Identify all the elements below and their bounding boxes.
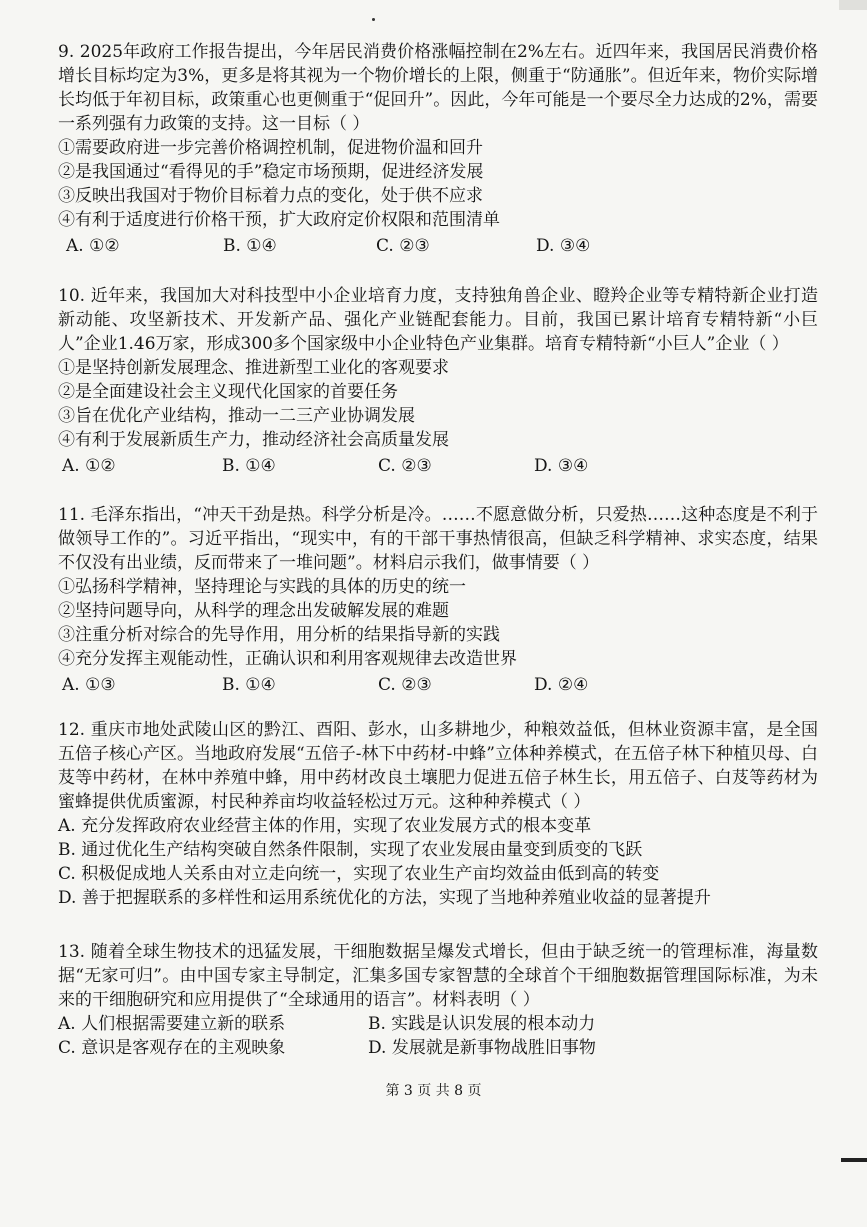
question-9-item-2: ②是我国通过“看得见的手”稳定市场预期，促进经济发展 [58, 162, 484, 182]
question-9-item-1: ①需要政府进一步完善价格调控机制，促进物价温和回升 [58, 138, 483, 158]
question-9 [58, 40, 818, 258]
question-11-item-2: ②坚持问题导向，从科学的理念出发破解发展的难题 [58, 601, 449, 621]
question-11-item-4: ④充分发挥主观能动性，正确认识和利用客观规律去改造世界 [58, 649, 517, 669]
scan-edge-mark [839, 0, 867, 10]
question-13-choices-row-2 [58, 1036, 818, 1060]
question-9-item-4: ④有利于适度进行价格干预，扩大政府定价权限和范围清单 [58, 210, 500, 230]
question-10-item-2: ②是全面建设社会主义现代化国家的首要任务 [58, 382, 398, 402]
question-11 [58, 503, 818, 697]
question-12-stem: 12. 重庆市地处武陵山区的黔江、酉阳、彭水，山多耕地少，种粮效益低，但林业资源丰富，是全国五倍子核心产区。当地政府发展“五倍子-林下中药材-中蜂”立体种养模式，在五倍子林下种植贝母、白芨等中药材，在林中养殖中蜂，用中药材改良土壤肥力促进五倍子林生长，用五倍子、白芨等药材为蜜蜂提供优质蜜源，村民种养亩均收益轻松过万元。这种种养模式（ ） [58, 720, 818, 812]
question-11-item-1: ①弘扬科学精神，坚持理论与实践的具体的历史的统一 [58, 577, 466, 597]
question-10-item-4: ④有利于发展新质生产力，推动经济社会高质量发展 [58, 430, 449, 450]
question-9-choice-c: C. ②③ [376, 236, 430, 256]
question-9-choice-a: A. ①② [66, 236, 120, 256]
question-11-choices [58, 673, 818, 697]
question-9-stem: 9. 2025年政府工作报告提出，今年居民消费价格涨幅控制在2%左右。近四年来，我国居民消费价格增长目标均定为3%，更多是将其视为一个物价增长的上限，侧重于“防通胀”。但近年来，物价实际增长均低于年初目标，政策重心也更侧重于“促回升”。因此，今年可能是一个要尽全力达成的2%，需要一系列强有力政策的支持。这一目标（ ） [58, 42, 818, 134]
question-12 [58, 718, 818, 910]
question-10-choice-c: C. ②③ [378, 456, 432, 476]
question-10 [58, 284, 818, 478]
scan-dot [372, 18, 375, 21]
question-12-option-d: D. 善于把握联系的多样性和运用系统优化的方法，实现了当地种养殖业收益的显著提升 [58, 888, 711, 908]
question-11-choice-d: D. ②④ [534, 675, 589, 695]
question-13-choice-a: A. 人们根据需要建立新的联系 [58, 1014, 286, 1034]
question-13-choices-row-1 [58, 1012, 818, 1036]
question-12-option-c: C. 积极促成地人关系由对立走向统一，实现了农业生产亩均效益由低到高的转变 [58, 864, 660, 884]
question-13-choice-b: B. 实践是认识发展的根本动力 [368, 1014, 596, 1034]
question-10-item-1: ①是坚持创新发展理念、推进新型工业化的客观要求 [58, 358, 449, 378]
question-12-option-a: A. 充分发挥政府农业经营主体的作用，实现了农业发展方式的根本变革 [58, 816, 592, 836]
question-11-choice-b: B. ①④ [222, 675, 276, 695]
scan-edge-mark-bottom [841, 1158, 867, 1162]
question-13-choice-c: C. 意识是客观存在的主观映象 [58, 1038, 286, 1058]
question-10-item-3: ③旨在优化产业结构，推动一二三产业协调发展 [58, 406, 415, 426]
question-13-stem: 13. 随着全球生物技术的迅猛发展，干细胞数据呈爆发式增长，但由于缺乏统一的管理标准，海量数据“无家可归”。由中国专家主导制定，汇集多国专家智慧的全球首个干细胞数据管理国际标准，为未来的干细胞研究和应用提供了“全球通用的语言”。材料表明（ ） [58, 942, 818, 1010]
question-11-choice-c: C. ②③ [378, 675, 432, 695]
question-10-choices [58, 454, 818, 478]
question-10-choice-d: D. ③④ [534, 456, 589, 476]
question-11-stem: 11. 毛泽东指出，“冲天干劲是热。科学分析是冷。……不愿意做分析，只爱热……这种态度是不利于做领导工作的”。习近平指出，“现实中，有的干部干事热情很高，但缺乏科学精神、求实态度，结果不仅没有出业绩，反而带来了一堆问题”。材料启示我们，做事情要（ ） [58, 505, 818, 573]
question-9-choice-d: D. ③④ [536, 236, 591, 256]
question-10-choice-b: B. ①④ [222, 456, 276, 476]
question-11-item-3: ③注重分析对综合的先导作用，用分析的结果指导新的实践 [58, 625, 500, 645]
question-10-stem: 10. 近年来，我国加大对科技型中小企业培育力度，支持独角兽企业、瞪羚企业等专精特新企业打造新动能、攻坚新技术、开发新产品、强化产业链配套能力。目前，我国已累计培育专精特新“小巨人”企业1.46万家，形成300多个国家级中小企业特色产业集群。培育专精特新“小巨人”企业（ ） [58, 286, 818, 354]
question-9-choices [58, 234, 818, 258]
question-11-choice-a: A. ①③ [62, 675, 116, 695]
page-number: 第 3 页 共 8 页 [385, 1083, 482, 1099]
question-9-item-3: ③反映出我国对于物价目标着力点的变化，处于供不应求 [58, 186, 483, 206]
question-12-option-b: B. 通过优化生产结构突破自然条件限制，实现了农业发展由量变到质变的飞跃 [58, 840, 643, 860]
question-13-choice-d: D. 发展就是新事物战胜旧事物 [368, 1038, 596, 1058]
question-9-choice-b: B. ①④ [223, 236, 277, 256]
question-10-choice-a: A. ①② [62, 456, 116, 476]
question-13 [58, 940, 818, 1060]
